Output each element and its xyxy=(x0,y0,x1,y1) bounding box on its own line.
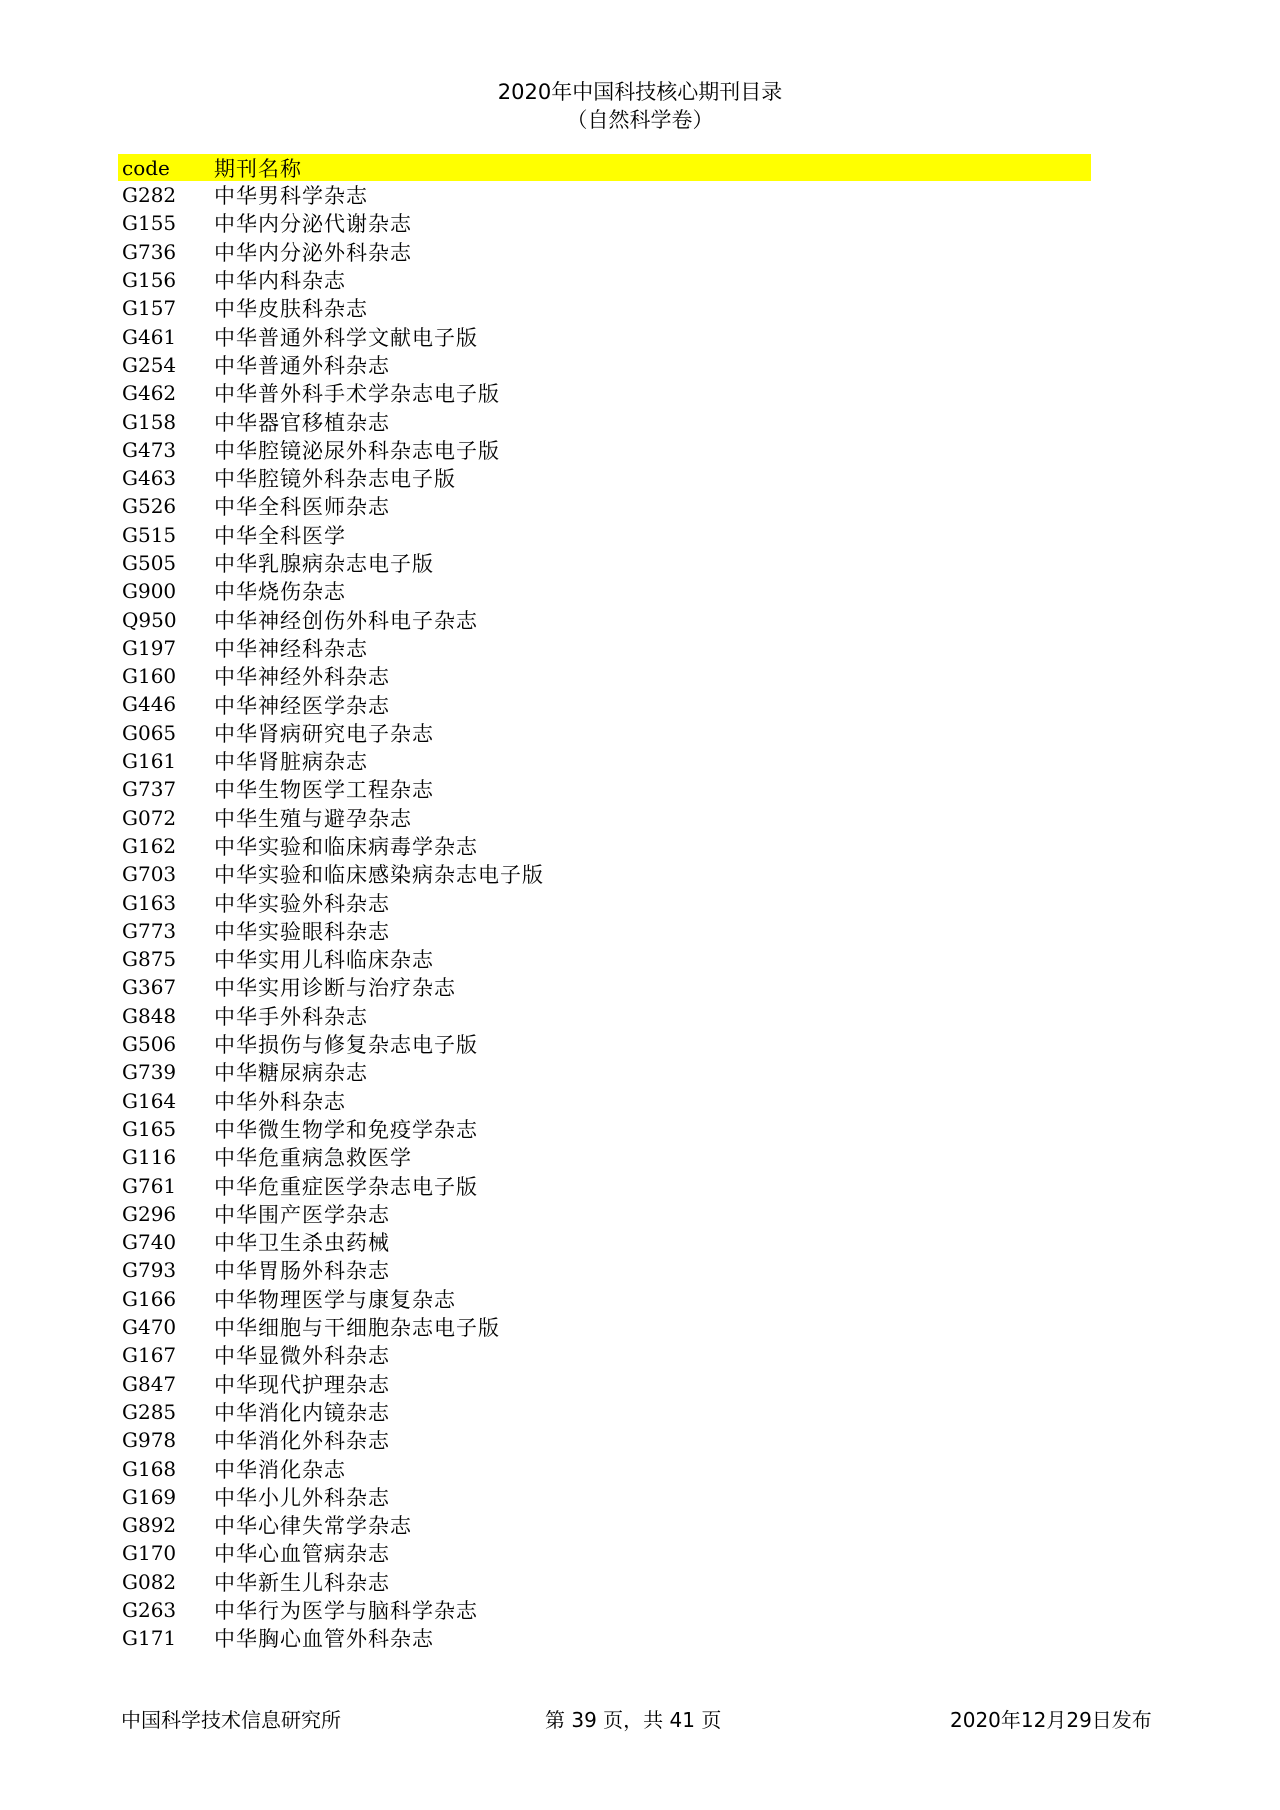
table-row xyxy=(118,690,1091,718)
journal-table xyxy=(118,154,1091,1652)
journal-code: G847 xyxy=(122,1371,177,1396)
journal-name: 中华糖尿病杂志 xyxy=(214,1061,368,1086)
table-row xyxy=(118,521,1091,549)
journal-name: 中华生物医学工程杂志 xyxy=(214,778,434,803)
journal-name: 中华生殖与避孕杂志 xyxy=(214,806,412,831)
journal-name: 中华心律失常学杂志 xyxy=(214,1514,412,1539)
table-row xyxy=(118,294,1091,322)
journal-code: G505 xyxy=(122,551,177,575)
table-row xyxy=(118,1596,1091,1624)
journal-code: G158 xyxy=(122,409,177,434)
journal-name: 中华普通外科学文献电子版 xyxy=(214,325,478,350)
journal-name: 中华普外科手术学杂志电子版 xyxy=(214,382,500,407)
table-row xyxy=(118,1002,1091,1030)
journal-code: G900 xyxy=(122,579,177,604)
journal-code: G506 xyxy=(122,1032,177,1057)
journal-name: 中华卫生杀虫药械 xyxy=(214,1231,390,1256)
journal-code: G285 xyxy=(122,1399,177,1424)
header-name: 期刊名称 xyxy=(214,156,302,181)
journal-name: 中华现代护理杂志 xyxy=(214,1372,390,1397)
table-row xyxy=(118,1398,1091,1426)
journal-code: G740 xyxy=(122,1230,177,1255)
journal-code: G473 xyxy=(122,437,177,462)
journal-name: 中华实验和临床感染病杂志电子版 xyxy=(214,863,544,888)
journal-name: 中华实验外科杂志 xyxy=(214,891,390,916)
journal-code: G875 xyxy=(122,947,177,972)
document-subtitle: （自然科学卷） xyxy=(566,108,714,132)
table-row xyxy=(118,1483,1091,1511)
table-row xyxy=(118,662,1091,690)
table-row xyxy=(118,832,1091,860)
journal-code: G162 xyxy=(122,833,177,858)
journal-name: 中华烧伤杂志 xyxy=(214,580,346,605)
table-row xyxy=(118,945,1091,973)
journal-name: 中华全科医学 xyxy=(214,523,346,548)
table-row xyxy=(118,492,1091,520)
journal-code: G736 xyxy=(122,239,177,264)
journal-name: 中华内分泌代谢杂志 xyxy=(214,212,412,237)
header-code: code xyxy=(122,155,170,180)
journal-name: 中华神经医学杂志 xyxy=(214,693,390,718)
table-row xyxy=(118,1143,1091,1171)
journal-code: G082 xyxy=(122,1569,177,1594)
journal-code: G160 xyxy=(122,664,177,689)
journal-code: G526 xyxy=(122,494,177,519)
journal-name: 中华心血管病杂志 xyxy=(214,1542,390,1567)
journal-code: G703 xyxy=(122,862,177,887)
table-row xyxy=(118,1115,1091,1143)
journal-name: 中华小儿外科杂志 xyxy=(214,1485,390,1510)
journal-code: G197 xyxy=(122,635,177,660)
journal-name: 中华消化内镜杂志 xyxy=(214,1400,390,1425)
journal-code: G157 xyxy=(122,296,177,321)
table-row xyxy=(118,379,1091,407)
journal-code: G793 xyxy=(122,1258,177,1283)
journal-code: G166 xyxy=(122,1286,177,1311)
table-header-row xyxy=(118,154,1091,181)
journal-code: G170 xyxy=(122,1541,177,1566)
journal-code: G155 xyxy=(122,211,177,236)
journal-name: 中华消化杂志 xyxy=(214,1457,346,1482)
journal-code: G116 xyxy=(122,1145,177,1170)
table-row xyxy=(118,1454,1091,1482)
table-row xyxy=(118,1539,1091,1567)
journal-name: 中华内分泌外科杂志 xyxy=(214,240,412,265)
table-row xyxy=(118,549,1091,577)
table-row xyxy=(118,1256,1091,1284)
journal-name: 中华围产医学杂志 xyxy=(214,1202,390,1227)
journal-code: G462 xyxy=(122,381,177,406)
journal-name: 中华腔镜外科杂志电子版 xyxy=(214,467,456,492)
table-row xyxy=(118,1285,1091,1313)
table-row xyxy=(118,775,1091,803)
journal-name: 中华实用诊断与治疗杂志 xyxy=(214,976,456,1001)
table-row xyxy=(118,634,1091,662)
journal-name: 中华微生物学和免疫学杂志 xyxy=(214,1117,478,1142)
journal-code: G737 xyxy=(122,777,177,802)
table-row xyxy=(118,1200,1091,1228)
journal-code: G739 xyxy=(122,1060,177,1085)
journal-name: 中华细胞与干细胞杂志电子版 xyxy=(214,1316,500,1341)
table-row xyxy=(118,1171,1091,1199)
table-row xyxy=(118,747,1091,775)
table-row xyxy=(118,464,1091,492)
journal-code: G470 xyxy=(122,1315,177,1340)
journal-name: 中华肾脏病杂志 xyxy=(214,750,368,775)
table-row xyxy=(118,1568,1091,1596)
journal-code: G167 xyxy=(122,1343,177,1368)
table-row xyxy=(118,1341,1091,1369)
journal-code: G282 xyxy=(122,183,177,208)
table-row xyxy=(118,238,1091,266)
table-row xyxy=(118,1058,1091,1086)
table-row xyxy=(118,322,1091,350)
table-row xyxy=(118,1030,1091,1058)
journal-code: Q950 xyxy=(122,607,177,632)
journal-code: G978 xyxy=(122,1428,177,1453)
table-row xyxy=(118,1228,1091,1256)
table-row xyxy=(118,1426,1091,1454)
journal-name: 中华肾病研究电子杂志 xyxy=(214,721,434,746)
journal-code: G463 xyxy=(122,466,177,491)
journal-name: 中华危重症医学杂志电子版 xyxy=(214,1174,478,1199)
footer-page-number: 第 39 页，共 41 页 xyxy=(545,1708,722,1732)
table-row xyxy=(118,917,1091,945)
journal-name: 中华神经外科杂志 xyxy=(214,665,390,690)
table-row xyxy=(118,407,1091,435)
table-row xyxy=(118,266,1091,294)
journal-name: 中华神经创伤外科电子杂志 xyxy=(214,608,478,633)
journal-code: G065 xyxy=(122,720,177,745)
journal-code: G773 xyxy=(122,918,177,943)
journal-code: G171 xyxy=(122,1626,177,1651)
journal-code: G446 xyxy=(122,692,177,717)
table-row xyxy=(118,209,1091,237)
journal-code: G461 xyxy=(122,324,177,349)
journal-code: G072 xyxy=(122,805,177,830)
table-row xyxy=(118,436,1091,464)
table-row xyxy=(118,1624,1091,1652)
table-row xyxy=(118,181,1091,209)
journal-name: 中华消化外科杂志 xyxy=(214,1429,390,1454)
journal-code: G761 xyxy=(122,1173,177,1198)
table-row xyxy=(118,605,1091,633)
journal-code: G848 xyxy=(122,1003,177,1028)
table-row xyxy=(118,351,1091,379)
journal-name: 中华新生儿科杂志 xyxy=(214,1570,390,1595)
table-row xyxy=(118,973,1091,1001)
table-row xyxy=(118,888,1091,916)
journal-name: 中华腔镜泌尿外科杂志电子版 xyxy=(214,438,500,463)
journal-name: 中华危重病急救医学 xyxy=(214,1146,412,1171)
journal-name: 中华男科学杂志 xyxy=(214,184,368,209)
journal-name: 中华物理医学与康复杂志 xyxy=(214,1287,456,1312)
journal-name: 中华胸心血管外科杂志 xyxy=(214,1627,434,1652)
table-row xyxy=(118,804,1091,832)
journal-code: G164 xyxy=(122,1088,177,1113)
journal-name: 中华胃肠外科杂志 xyxy=(214,1259,390,1284)
journal-code: G892 xyxy=(122,1513,177,1538)
journal-code: G515 xyxy=(122,522,177,547)
journal-name: 中华器官移植杂志 xyxy=(214,410,390,435)
footer-publisher: 中国科学技术信息研究所 xyxy=(121,1708,341,1732)
table-row xyxy=(118,860,1091,888)
journal-code: G156 xyxy=(122,268,177,293)
journal-code: G367 xyxy=(122,975,177,1000)
journal-code: G296 xyxy=(122,1201,177,1226)
journal-name: 中华乳腺病杂志电子版 xyxy=(214,552,434,577)
table-row xyxy=(118,1369,1091,1397)
journal-name: 中华皮肤科杂志 xyxy=(214,297,368,322)
journal-name: 中华显微外科杂志 xyxy=(214,1344,390,1369)
journal-name: 中华全科医师杂志 xyxy=(214,495,390,520)
journal-code: G168 xyxy=(122,1456,177,1481)
table-body xyxy=(118,181,1091,1652)
journal-name: 中华神经科杂志 xyxy=(214,636,368,661)
table-row xyxy=(118,719,1091,747)
journal-name: 中华实验眼科杂志 xyxy=(214,919,390,944)
table-row xyxy=(118,577,1091,605)
journal-code: G163 xyxy=(122,890,177,915)
journal-name: 中华实验和临床病毒学杂志 xyxy=(214,834,478,859)
journal-name: 中华内科杂志 xyxy=(214,269,346,294)
journal-name: 中华行为医学与脑科学杂志 xyxy=(214,1599,478,1623)
table-row xyxy=(118,1313,1091,1341)
table-row xyxy=(118,1087,1091,1115)
journal-code: G254 xyxy=(122,352,177,377)
journal-code: G165 xyxy=(122,1116,177,1141)
journal-name: 中华外科杂志 xyxy=(214,1089,346,1114)
footer-publish-date: 2020年12月29日发布 xyxy=(950,1708,1152,1732)
journal-name: 中华损伤与修复杂志电子版 xyxy=(214,1033,478,1058)
journal-code: G169 xyxy=(122,1484,177,1509)
table-row xyxy=(118,1511,1091,1539)
journal-name: 中华手外科杂志 xyxy=(214,1004,368,1029)
journal-code: G161 xyxy=(122,749,177,774)
journal-code: G263 xyxy=(122,1597,177,1622)
document-title: 2020年中国科技核心期刊目录 xyxy=(497,80,783,104)
journal-name: 中华实用儿科临床杂志 xyxy=(214,948,434,973)
journal-name: 中华普通外科杂志 xyxy=(214,353,390,378)
